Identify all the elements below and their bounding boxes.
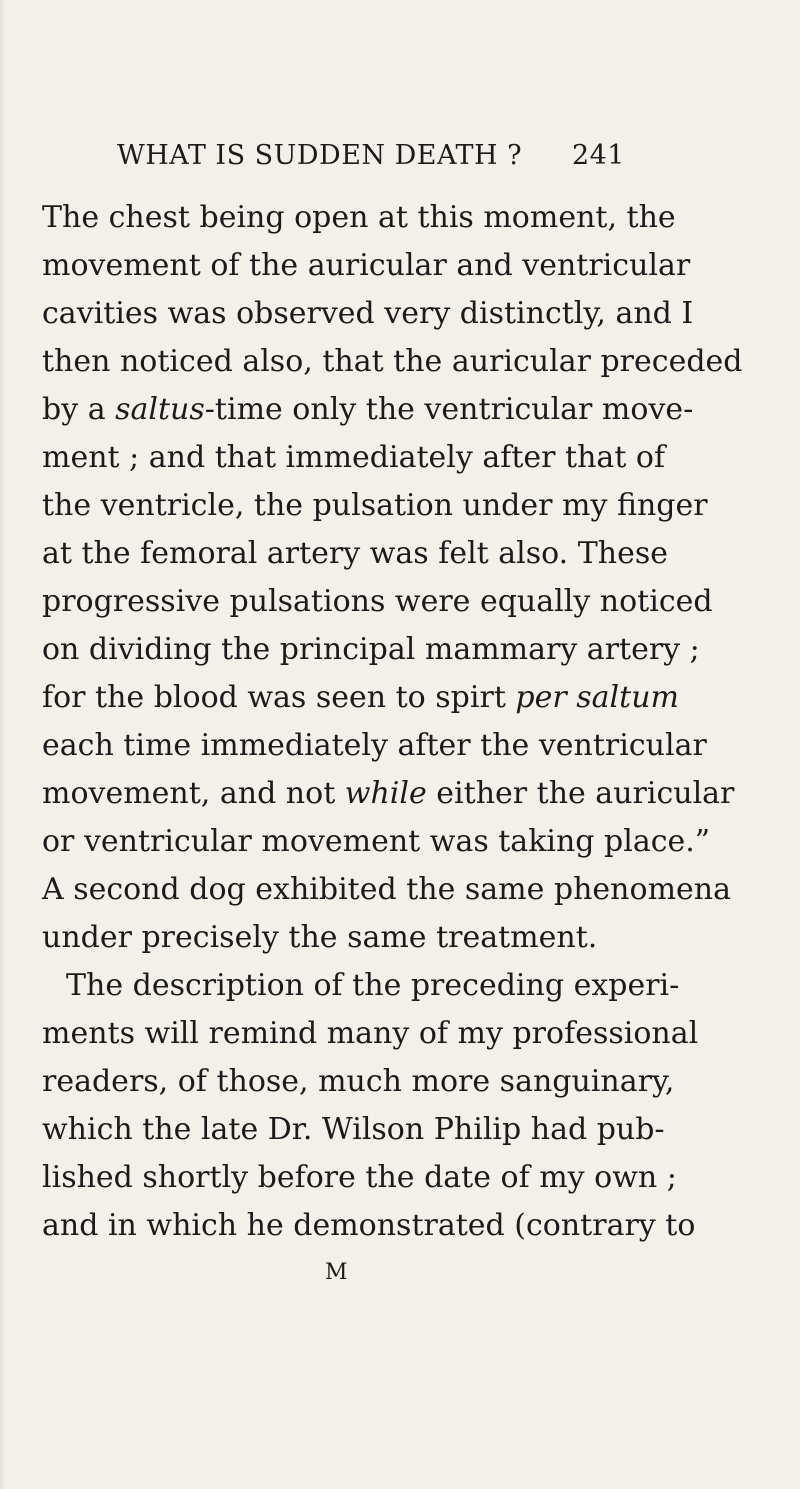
signature-mark: M: [325, 1260, 349, 1285]
text-line: [42, 290, 694, 338]
italic-term: saltus: [115, 392, 205, 427]
text-line: [42, 626, 700, 674]
text-line: [42, 866, 731, 914]
line-text: movement of the auricular and ventricular: [42, 248, 691, 283]
body-text: [42, 194, 743, 1250]
line-text: for the blood was seen to spirt: [42, 680, 516, 715]
line-text: at the femoral artery was felt also. These: [42, 536, 668, 571]
page-edge-shadow: [0, 0, 6, 1489]
line-text: The description of the preceding experi-: [66, 968, 680, 1003]
line-text: then noticed also, that the auricular preceded: [42, 344, 743, 379]
line-text: under precisely the same treatment.: [42, 920, 598, 955]
text-line: [42, 914, 624, 962]
text-line: [42, 194, 676, 242]
text-line: [42, 818, 711, 866]
line-text: which the late Dr. Wilson Philip had pub-: [42, 1112, 665, 1147]
text-line: [42, 1106, 665, 1154]
page-number: 241: [571, 140, 625, 171]
line-text: either the auricular: [426, 776, 735, 811]
line-text: -time only the ventricular move-: [204, 392, 694, 427]
italic-term: per saltum: [515, 680, 679, 715]
text-line: [42, 1154, 677, 1202]
line-text: ment ; and that immediately after that of: [42, 440, 666, 475]
line-text: progressive pulsations were equally noticed: [42, 584, 713, 619]
line-text: cavities was observed very distinctly, and I: [42, 296, 694, 331]
text-line: [42, 578, 713, 626]
text-line: [42, 1058, 675, 1106]
line-text: movement, and not: [42, 776, 345, 811]
italic-term: while: [344, 776, 427, 811]
line-text: ments will remind many of my professional: [42, 1016, 699, 1051]
text-line: [42, 962, 680, 1010]
text-line: [42, 242, 691, 290]
text-line: [42, 530, 668, 578]
line-text: by a: [42, 392, 116, 427]
line-text: or ventricular movement was taking place.”: [42, 824, 711, 859]
line-text: each time immediately after the ventricular: [42, 728, 707, 763]
text-line: [42, 434, 666, 482]
text-line: [42, 1010, 699, 1058]
text-line: [42, 482, 708, 530]
line-text: lished shortly before the date of my own ;: [42, 1160, 677, 1195]
line-text: A second dog exhibited the same phenomena: [42, 872, 731, 907]
text-line: [42, 722, 707, 770]
text-line: [42, 674, 679, 722]
running-title: WHAT IS SUDDEN DEATH ?: [117, 140, 523, 171]
text-line: [42, 770, 735, 818]
text-line: [42, 386, 694, 434]
line-text: the ventricle, the pulsation under my finger: [42, 488, 708, 523]
line-text: The chest being open at this moment, the: [42, 200, 676, 235]
text-line: [42, 1202, 696, 1250]
line-text: and in which he demonstrated (contrary to: [42, 1208, 696, 1243]
text-line: [42, 338, 743, 386]
line-text: readers, of those, much more sanguinary,: [42, 1064, 675, 1099]
line-text: on dividing the principal mammary artery ;: [42, 632, 700, 667]
